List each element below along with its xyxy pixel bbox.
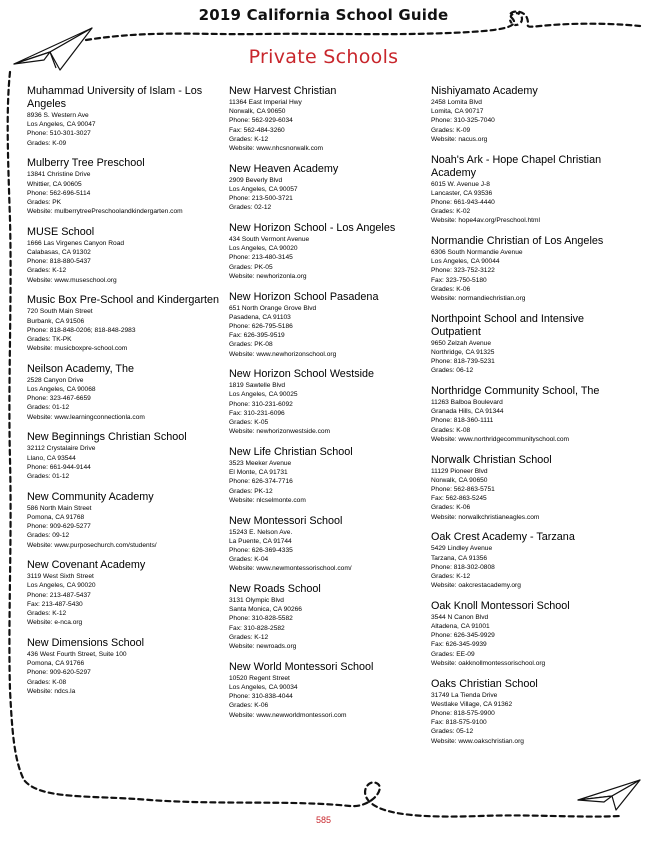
fax-line: Fax: 310-231-6096 <box>229 409 285 417</box>
grades-line: Grades: K-06 <box>431 504 471 512</box>
grades-line: Grades: K-08 <box>27 678 67 686</box>
address-line: Los Angeles, CA 90068 <box>27 386 96 394</box>
address-line: Northridge, CA 91325 <box>431 348 495 356</box>
school-name: New Roads School <box>229 583 321 596</box>
grades-line: Grades: K-06 <box>229 702 269 710</box>
school-entry <box>27 559 227 627</box>
website-line[interactable]: Website: mulberrytreePreschoolandkindergarten.com <box>27 208 183 216</box>
website-line[interactable]: Website: www.newworldmontessori.com <box>229 711 347 719</box>
school-name: Northridge Community School, The <box>431 385 600 398</box>
address-line: Pomona, CA 91768 <box>27 513 85 521</box>
phone-line: Phone: 626-369-4335 <box>229 546 293 554</box>
address-line: Llano, CA 93544 <box>27 454 76 462</box>
phone-line: Phone: 562-929-6034 <box>229 117 293 125</box>
grades-line: Grades: 06-12 <box>431 367 474 375</box>
address-line: 6306 South Normandie Avenue <box>431 249 523 257</box>
address-line: Los Angeles, CA 90034 <box>229 683 298 691</box>
school-name: Music Box Pre-School and Kindergarten <box>27 294 220 307</box>
school-name: New Life Christian School <box>229 445 353 458</box>
school-name: Oak Knoll Montessori School <box>431 599 570 612</box>
grades-line: Grades: K-12 <box>27 267 67 275</box>
address-line: 3131 Olympic Blvd <box>229 597 284 605</box>
school-name: New Community Academy <box>27 490 154 503</box>
school-name: New Horizon School Westside <box>229 368 375 381</box>
address-line: Tarzana, CA 91356 <box>431 554 488 562</box>
grades-line: Grades: PK-08 <box>229 341 273 349</box>
website-line[interactable]: Website: www.learningconnectionla.com <box>27 413 145 421</box>
fax-line: Fax: 626-345-9939 <box>431 641 487 649</box>
phone-line: Phone: 661-943-4440 <box>431 198 495 206</box>
phone-line: Phone: 626-345-9929 <box>431 632 495 640</box>
address-line: Norwalk, CA 90650 <box>431 476 488 484</box>
address-line: Los Angeles, CA 90020 <box>229 245 298 253</box>
address-line: Burbank, CA 91506 <box>27 317 85 325</box>
grades-line: Grades: K-09 <box>27 139 67 147</box>
website-line[interactable]: Website: e-nca.org <box>27 619 83 627</box>
fax-line: Fax: 562-863-5245 <box>431 495 487 503</box>
phone-line: Phone: 661-944-9144 <box>27 463 91 471</box>
address-line: 2458 Lomita Blvd <box>431 99 482 106</box>
grades-line: Grades: K-12 <box>229 633 269 641</box>
fax-line: Fax: 310-828-2582 <box>229 624 285 632</box>
grades-line: Grades: PK-05 <box>229 263 273 271</box>
address-line: 436 West Fourth Street, Suite 100 <box>27 650 127 658</box>
website-line[interactable]: Website: nacus.org <box>431 135 488 143</box>
grades-line: Grades: K-05 <box>229 419 269 427</box>
grades-line: Grades: K-12 <box>229 135 269 143</box>
school-entry <box>229 368 429 436</box>
phone-line: Phone: 818-848-0206; 818-848-2983 <box>27 326 136 334</box>
phone-line: Phone: 323-752-3122 <box>431 267 495 275</box>
website-line[interactable]: Website: oakcrestacademy.org <box>431 582 521 590</box>
address-line: 651 North Orange Grove Blvd <box>229 304 317 312</box>
school-entry <box>27 85 227 148</box>
address-line: Los Angeles, CA 90044 <box>431 258 500 266</box>
fax-line: Fax: 323-750-5180 <box>431 276 487 284</box>
school-name: Oak Crest Academy - Tarzana <box>431 531 575 544</box>
grades-line: Grades: TK-PK <box>27 335 72 343</box>
address-line: 32112 Crystalaire Drive <box>27 445 96 453</box>
school-entry <box>229 291 429 359</box>
phone-line: Phone: 213-500-3721 <box>229 195 293 203</box>
address-line: 3119 West Sixth Street <box>27 573 94 581</box>
grades-line: Grades: 01-12 <box>27 404 70 412</box>
school-column-2 <box>229 85 429 729</box>
school-name: New Beginnings Christian School <box>27 431 187 444</box>
grades-line: Grades: EE-09 <box>431 650 475 658</box>
address-line: 11364 East Imperial Hwy <box>229 99 302 106</box>
address-line: Los Angeles, CA 90025 <box>229 391 298 399</box>
phone-line: Phone: 213-487-5437 <box>27 591 91 599</box>
website-line[interactable]: Website: www.northridgecommunityschool.com <box>431 435 570 443</box>
phone-line: Phone: 909-629-5277 <box>27 523 91 531</box>
phone-line: Phone: 310-828-5582 <box>229 615 293 623</box>
address-line: 3544 N Canon Blvd <box>431 613 489 621</box>
address-line: Pasadena, CA 91103 <box>229 313 291 321</box>
school-name: Northpoint School and Intensive Outpatient <box>431 312 585 338</box>
phone-line: Phone: 310-325-7040 <box>431 117 495 125</box>
phone-line: Phone: 310-838-4044 <box>229 693 293 701</box>
address-line: 9650 Zelzah Avenue <box>431 339 492 347</box>
guide-title: 2019 California School Guide <box>198 6 449 24</box>
school-name: New Harvest Christian <box>229 85 337 97</box>
address-line: 1666 Las Virgenes Canyon Road <box>27 239 125 247</box>
school-name: Muhammad University of Islam - Los Angeles <box>27 85 203 110</box>
fax-line: Fax: 562-484-3260 <box>229 126 285 134</box>
address-line: 5429 Lindley Avenue <box>431 545 493 553</box>
grades-line: Grades: K-09 <box>431 126 471 134</box>
phone-line: Phone: 213-480-3145 <box>229 254 293 262</box>
school-entry <box>229 446 429 505</box>
address-line: Altadena, CA 91001 <box>431 623 490 631</box>
phone-line: Phone: 626-374-7716 <box>229 478 293 486</box>
section-title: Private Schools <box>248 46 399 68</box>
address-line: 10520 Regent Street <box>229 674 290 682</box>
school-entry <box>431 678 631 746</box>
school-entry <box>431 235 631 303</box>
grades-line: Grades: K-04 <box>229 556 269 564</box>
address-line: Los Angeles, CA 90047 <box>27 121 96 129</box>
school-name: Normandie Christian of Los Angeles <box>431 235 604 248</box>
website-line[interactable]: Website: nlcselmonte.com <box>229 496 306 504</box>
school-entry <box>229 163 429 213</box>
grades-line: Grades: K-08 <box>431 426 471 434</box>
phone-line: Phone: 510-301-3027 <box>27 130 91 138</box>
grades-line: Grades: K-02 <box>431 208 471 216</box>
website-line[interactable]: Website: musicboxpre-school.com <box>27 345 128 353</box>
address-line: El Monte, CA 91731 <box>229 469 288 477</box>
address-line: 6015 W. Avenue J-8 <box>431 180 490 188</box>
website-line[interactable]: Website: oakknollmontessorischool.org <box>431 659 546 667</box>
address-line: Pomona, CA 91766 <box>27 660 85 668</box>
address-line: Los Angeles, CA 90020 <box>27 582 96 590</box>
phone-line: Phone: 909-620-5297 <box>27 669 91 677</box>
grades-line: Grades: 01-12 <box>27 472 70 480</box>
school-entry <box>229 661 429 720</box>
school-name: Noah's Ark - Hope Chapel Christian Academy <box>431 153 602 179</box>
address-line: 720 South Main Street <box>27 308 93 316</box>
phone-line: Phone: 323-467-6659 <box>27 395 91 403</box>
address-line: 13841 Christine Drive <box>27 171 91 179</box>
school-name: Neilson Academy, The <box>27 362 135 375</box>
phone-line: Phone: 818-739-5231 <box>431 358 495 366</box>
address-line: Whittier, CA 90605 <box>27 180 82 188</box>
school-entry <box>27 491 227 550</box>
school-entry <box>431 85 631 144</box>
fax-line: Fax: 213-487-5430 <box>27 600 83 608</box>
phone-line: Phone: 562-863-5751 <box>431 485 495 493</box>
address-line: Granada Hills, CA 91344 <box>431 408 504 416</box>
school-name: New Horizon School Pasadena <box>229 290 379 303</box>
address-line: 8936 S. Western Ave <box>27 112 89 119</box>
website-line[interactable]: Website: hope4av.org/Preschool.html <box>431 217 540 225</box>
school-name: Mulberry Tree Preschool <box>27 157 145 170</box>
address-line: 11129 Pioneer Blvd <box>431 467 488 475</box>
phone-line: Phone: 310-231-6092 <box>229 400 293 408</box>
school-entry <box>431 600 631 668</box>
address-line: 31749 La Tienda Drive <box>431 691 498 699</box>
fax-line: Fax: 626-395-9519 <box>229 332 285 340</box>
address-line: Santa Monica, CA 90266 <box>229 606 302 614</box>
paper-plane-icon <box>578 780 640 810</box>
school-entry <box>431 531 631 590</box>
school-entry <box>27 294 227 353</box>
school-entry <box>27 363 227 422</box>
address-line: La Puente, CA 91744 <box>229 537 292 545</box>
school-name: New World Montessori School <box>229 660 374 673</box>
address-line: Calabasas, CA 91302 <box>27 249 91 257</box>
phone-line: Phone: 818-360-1111 <box>431 417 494 425</box>
grades-line: Grades: PK <box>27 198 62 206</box>
website-line[interactable]: Website: www.purposechurch.com/students/ <box>27 541 157 549</box>
grades-line: Grades: K-06 <box>431 285 471 293</box>
address-line: Lancaster, CA 93536 <box>431 189 493 197</box>
grades-line: Grades: K-12 <box>27 610 67 618</box>
school-name: New Horizon School - Los Angeles <box>229 222 396 235</box>
phone-line: Phone: 818-302-0808 <box>431 563 495 571</box>
address-line: Los Angeles, CA 90057 <box>229 185 298 193</box>
grades-line: Grades: 09-12 <box>27 532 70 540</box>
school-name: MUSE School <box>27 225 95 238</box>
address-line: 11263 Balboa Boulevard <box>431 399 503 407</box>
website-line[interactable]: Website: newhorizonwestside.com <box>229 428 331 436</box>
school-entry <box>27 637 227 696</box>
website-line[interactable]: Website: www.oakschristian.org <box>431 737 524 745</box>
website-line[interactable]: Website: newroads.org <box>229 643 297 651</box>
school-entry <box>27 431 227 481</box>
website-line[interactable]: Website: www.newhorizonschool.org <box>229 350 337 358</box>
website-line[interactable]: Website: ndcs.la <box>27 687 76 695</box>
school-entry <box>27 226 227 285</box>
phone-line: Phone: 818-880-5437 <box>27 258 91 266</box>
page-number: 585 <box>315 815 332 825</box>
school-name: New Dimensions School <box>27 636 145 649</box>
address-line: 2909 Beverly Blvd <box>229 176 283 184</box>
grades-line: Grades: PK-12 <box>229 487 273 495</box>
address-line: Lomita, CA 90717 <box>431 108 484 116</box>
school-column-3 <box>431 85 631 755</box>
grades-line: Grades: 02-12 <box>229 204 272 212</box>
school-entry <box>431 454 631 522</box>
school-entry <box>27 157 227 216</box>
school-name: Oaks Christian School <box>431 677 538 690</box>
website-line[interactable]: Website: normandiechristian.org <box>431 295 526 303</box>
website-line[interactable]: Website: www.museschool.org <box>27 276 117 284</box>
phone-line: Phone: 818-575-9900 <box>431 709 495 717</box>
address-line: 434 South Vermont Avenue <box>229 236 310 244</box>
school-name: Nishiyamato Academy <box>431 85 538 97</box>
website-line[interactable]: Website: www.nhcsnorwalk.com <box>229 145 324 153</box>
school-entry <box>431 313 631 376</box>
school-name: New Heaven Academy <box>229 162 339 175</box>
school-entry <box>229 85 429 153</box>
address-line: 15243 E. Nelson Ave. <box>229 528 293 536</box>
phone-line: Phone: 562-696-5114 <box>27 189 91 197</box>
address-line: 586 North Main Street <box>27 504 92 512</box>
address-line: 2528 Canyon Drive <box>27 376 84 384</box>
grades-line: Grades: K-12 <box>431 572 471 580</box>
school-entry <box>431 385 631 444</box>
address-line: 1819 Sawtelle Blvd <box>229 382 286 390</box>
address-line: Westlake Village, CA 91362 <box>431 700 513 708</box>
website-line[interactable]: Website: newhorizonla.org <box>229 272 307 280</box>
grades-line: Grades: 05-12 <box>431 728 474 736</box>
fax-line: Fax: 818-575-9100 <box>431 719 487 727</box>
school-entry <box>229 222 429 281</box>
website-line[interactable]: Website: norwalkchristianeagles.com <box>431 513 540 521</box>
school-entry <box>431 154 631 226</box>
school-name: New Montessori School <box>229 514 343 527</box>
website-line[interactable]: Website: www.newmontessorischool.com/ <box>229 565 352 573</box>
phone-line: Phone: 626-795-5186 <box>229 322 293 330</box>
school-entry <box>229 583 429 651</box>
school-name: Norwalk Christian School <box>431 453 552 466</box>
address-line: Norwalk, CA 90650 <box>229 108 286 116</box>
school-column-1 <box>27 85 227 705</box>
school-name: New Covenant Academy <box>27 559 146 572</box>
address-line: 3523 Meeker Avenue <box>229 459 292 467</box>
school-entry <box>229 515 429 574</box>
